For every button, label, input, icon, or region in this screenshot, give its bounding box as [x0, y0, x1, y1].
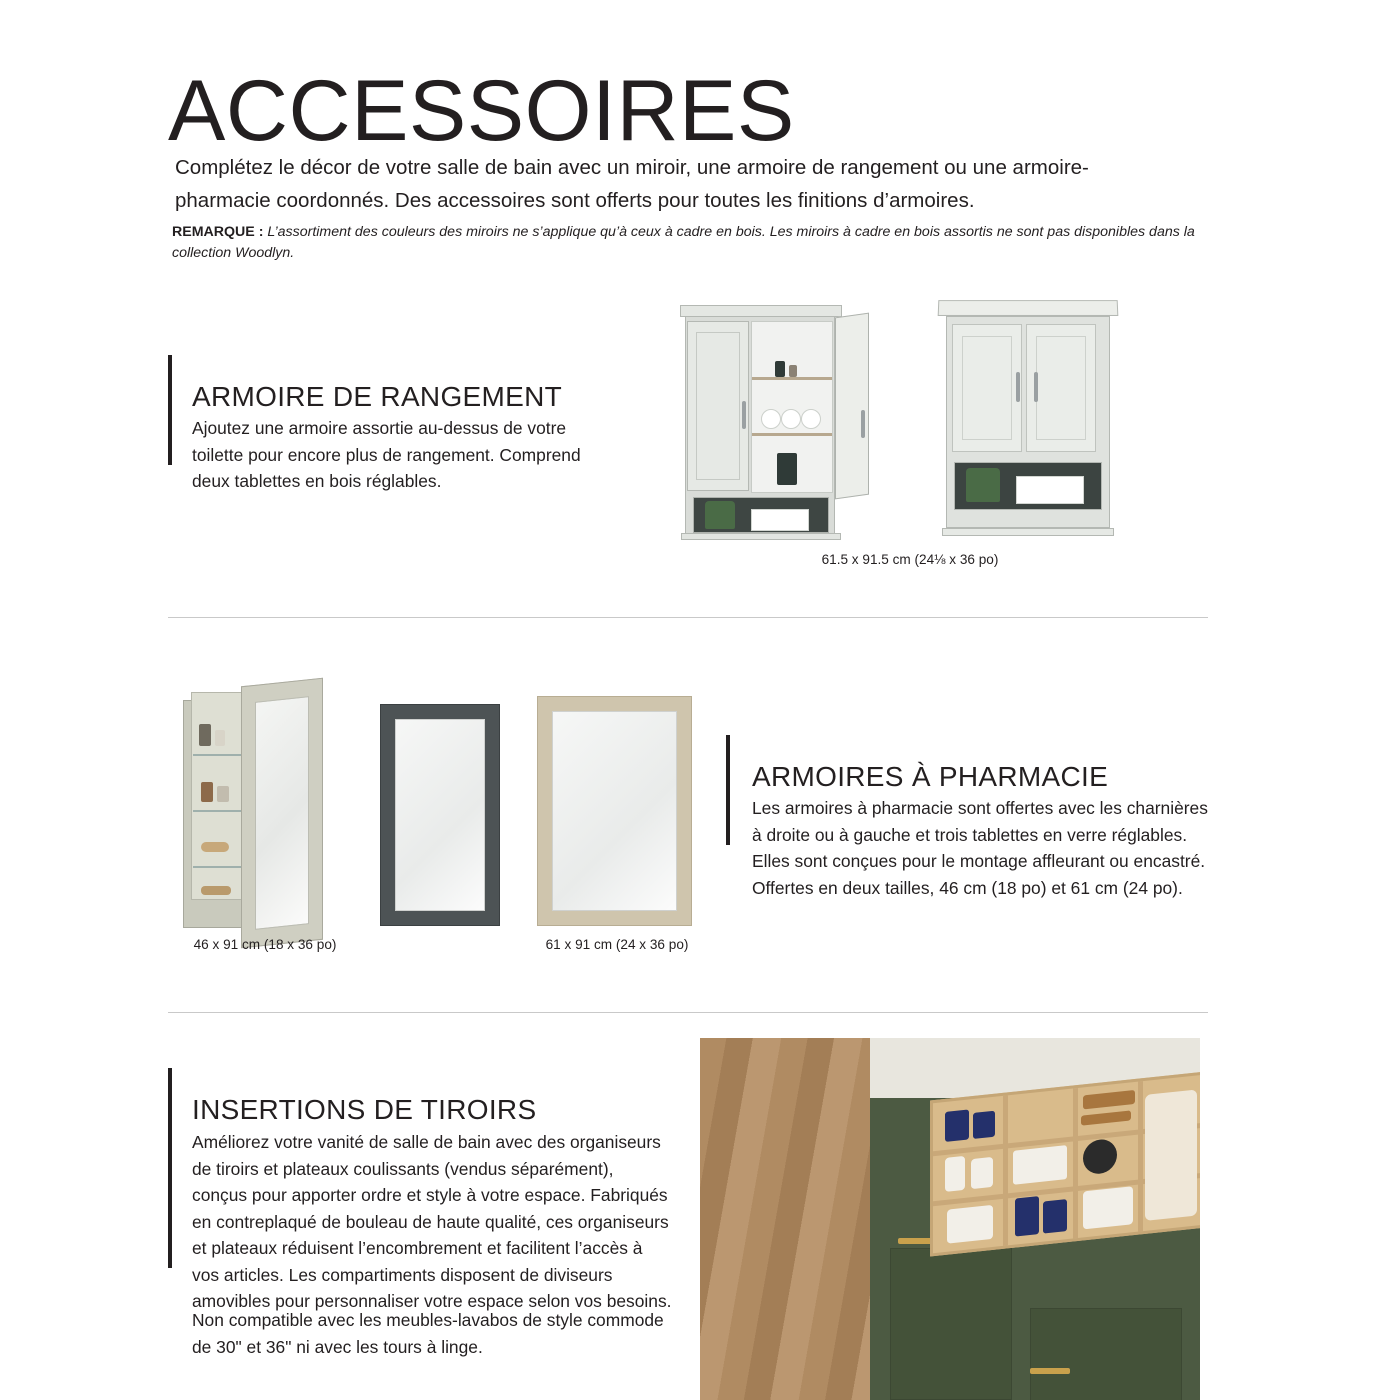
caption-mirror-large-size: 61 x 91 cm (24 x 36 po)	[545, 937, 689, 952]
recessed-medicine-cabinet-image	[183, 682, 323, 937]
section-accent-bar-drawer	[168, 1068, 172, 1268]
open-storage-cabinet-image	[685, 305, 865, 540]
section-divider-2	[168, 1012, 1208, 1013]
remark-label: REMARQUE :	[172, 224, 264, 241]
mirror-18x36-image	[380, 704, 500, 926]
section-title-drawer-inserts: INSERTIONS DE TIROIRS	[192, 1094, 537, 1126]
remark-text: L’assortiment des couleurs des miroirs ne s’applique qu’à ceux à cadre en bois. Les miroirs à cadre en bois assortis ne sont pas disponibles dans la collection Woodlyn.	[172, 224, 1195, 261]
section-title-storage-cabinet: ARMOIRE DE RANGEMENT	[192, 381, 563, 413]
section-title-medicine-cabinets: ARMOIRES À PHARMACIE	[752, 761, 1109, 793]
section-accent-bar-storage	[168, 355, 172, 465]
open-drawer-with-organizer	[930, 1071, 1200, 1256]
closed-storage-cabinet-image	[938, 300, 1128, 545]
section-body-storage-cabinet: Ajoutez une armoire assortie au-dessus de votre toilette pour encore plus de rangement. Comprend deux tablettes en bois réglables.	[192, 418, 581, 492]
caption-storage-cabinet-size: 61.5 x 91.5 cm (24⅛ x 36 po)	[821, 552, 999, 567]
section-accent-bar-medicine	[726, 735, 730, 845]
remark-note	[172, 222, 1207, 263]
section-divider-1	[168, 617, 1208, 618]
page-title: ACCESSOIRES	[168, 62, 795, 159]
section-body-drawer-inserts: Améliorez votre vanité de salle de bain avec des organiseurs de tiroirs et plateaux coulissants (vendus séparément), conçus pour apporter ordre et style à votre espace. Fabriqués en contreplaqué de bouleau de haute qualité, ces organiseurs et plateaux réduisent l’encombrement et facilitent l’accès à vos articles. Les compartiments disposent de diviseurs amovibles pour personnaliser votre espace selon vos besoins.	[192, 1132, 672, 1312]
section-body-drawer-inserts-note: Non compatible avec les meubles-lavabos de style commode de 30" et 36" ni avec les tours à linge.	[192, 1310, 664, 1357]
drawer-insert-photo	[700, 1038, 1200, 1400]
storage-cabinet-illustration	[660, 280, 1160, 550]
caption-mirror-small-size: 46 x 91 cm (18 x 36 po)	[193, 937, 337, 952]
medicine-cabinet-illustration	[175, 672, 715, 962]
vanity-handle-icon	[1030, 1368, 1070, 1374]
intro-paragraph: Complétez le décor de votre salle de bain avec un miroir, une armoire de rangement ou une armoire-pharmacie coordonnés. Des accessoires sont offerts pour toutes les finitions d’armoires.	[175, 155, 1089, 212]
vanity-handle-icon	[898, 1238, 932, 1244]
mirror-24x36-image	[537, 696, 692, 926]
section-body-medicine-cabinets: Les armoires à pharmacie sont offertes avec les charnières à droite ou à gauche et trois tablettes en verre réglables. Elles sont conçues pour le montage affleurant ou encastré. Offertes en deux tailles, 46 cm (18 po) et 61 cm (24 po).	[752, 798, 1208, 898]
